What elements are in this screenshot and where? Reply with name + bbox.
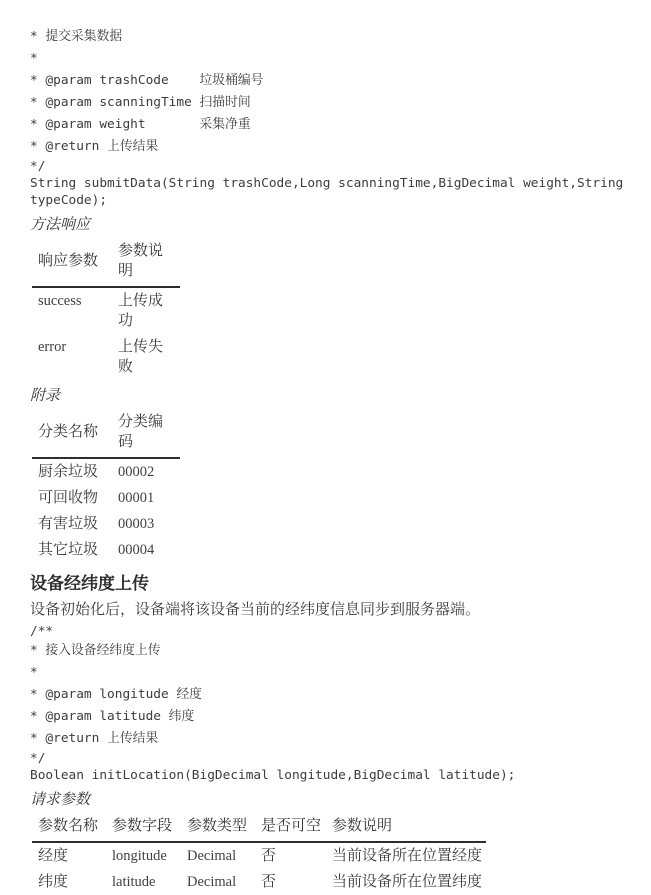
comment-line: * 接入设备经纬度上传 — [30, 643, 161, 658]
table-cell: 00003 — [118, 516, 155, 532]
comment-line: * @return 上传结果 — [30, 139, 159, 154]
table-cell: 上传成功 — [118, 292, 164, 329]
table-cell: 当前设备所在位置纬度 — [332, 873, 483, 890]
table-cell: 可回收物 — [38, 489, 99, 506]
table-header-row — [32, 813, 486, 842]
table-cell: 经度 — [38, 847, 69, 864]
table-cell: error — [38, 339, 67, 355]
table-cell: 00001 — [118, 490, 155, 506]
comment-line: * @param scanningTime 扫描时间 — [30, 95, 251, 110]
column-header: 参数类型 — [181, 813, 255, 842]
comment-line: * — [30, 51, 38, 66]
table-row — [32, 537, 180, 563]
table-header-row — [32, 238, 180, 287]
table-cell: 纬度 — [38, 873, 69, 890]
request-table — [32, 813, 486, 895]
column-header: 参数字段 — [106, 813, 181, 842]
table-row — [32, 511, 180, 537]
table-row — [32, 485, 180, 511]
table-cell: 上传失败 — [118, 338, 164, 375]
table-cell: 厨余垃圾 — [38, 463, 99, 480]
column-header: 参数说明 — [112, 238, 180, 287]
table-row — [32, 842, 486, 869]
table-cell: Decimal — [187, 874, 237, 890]
table-row — [32, 869, 486, 895]
comment-line: */ — [30, 751, 46, 766]
request-heading: 请求参数 — [30, 791, 91, 808]
section-intro: 设备初始化后，设备端将该设备当前的经纬度信息同步到服务器端。 — [30, 601, 481, 618]
appendix-table — [32, 409, 180, 563]
table-cell: 否 — [261, 873, 277, 890]
comment-line: /** — [30, 624, 54, 639]
comment-line: * @param latitude 纬度 — [30, 709, 195, 724]
table-row — [32, 287, 180, 334]
table-header-row — [32, 409, 180, 458]
table-row — [32, 458, 180, 485]
table-cell: 00004 — [118, 542, 155, 558]
appendix-heading: 附录 — [30, 387, 61, 404]
comment-line: * @return 上传结果 — [30, 731, 159, 746]
code-line: String submitData(String trashCode,Long scanningTime,BigDecimal weight,String — [30, 176, 624, 191]
table-cell: 其它垃圾 — [38, 541, 99, 558]
comment-line: * @param longitude 经度 — [30, 687, 202, 702]
column-header: 分类编码 — [112, 409, 180, 458]
comment-line: * @param weight 采集净重 — [30, 117, 251, 132]
table-cell: success — [38, 293, 82, 309]
table-cell: 否 — [261, 847, 277, 864]
table-row — [32, 334, 180, 380]
location-code-block — [30, 767, 633, 784]
comment-line: * 提交采集数据 — [30, 29, 123, 44]
response-table — [32, 238, 180, 380]
comment-line: * — [30, 665, 38, 680]
column-header: 分类名称 — [32, 409, 112, 458]
column-header: 响应参数 — [32, 238, 112, 287]
table-cell: latitude — [112, 874, 156, 890]
table-cell: 有害垃圾 — [38, 515, 99, 532]
column-header: 是否可空 — [255, 813, 326, 842]
table-cell: Decimal — [187, 848, 237, 864]
submit-comment-block — [30, 26, 633, 175]
code-line: typeCode); — [30, 193, 108, 208]
code-line: Boolean initLocation(BigDecimal longitude,BigDecimal latitude); — [30, 768, 516, 783]
submit-code-block — [30, 175, 633, 209]
section-title: 设备经纬度上传 — [30, 574, 149, 593]
location-comment-block — [30, 623, 633, 767]
column-header: 参数说明 — [326, 813, 486, 842]
column-header: 参数名称 — [32, 813, 106, 842]
response-heading: 方法响应 — [30, 216, 91, 233]
table-cell: longitude — [112, 848, 167, 864]
comment-line: */ — [30, 159, 46, 174]
comment-line: * @param trashCode 垃圾桶编号 — [30, 73, 264, 88]
table-cell: 当前设备所在位置经度 — [332, 847, 483, 864]
table-cell: 00002 — [118, 464, 155, 480]
